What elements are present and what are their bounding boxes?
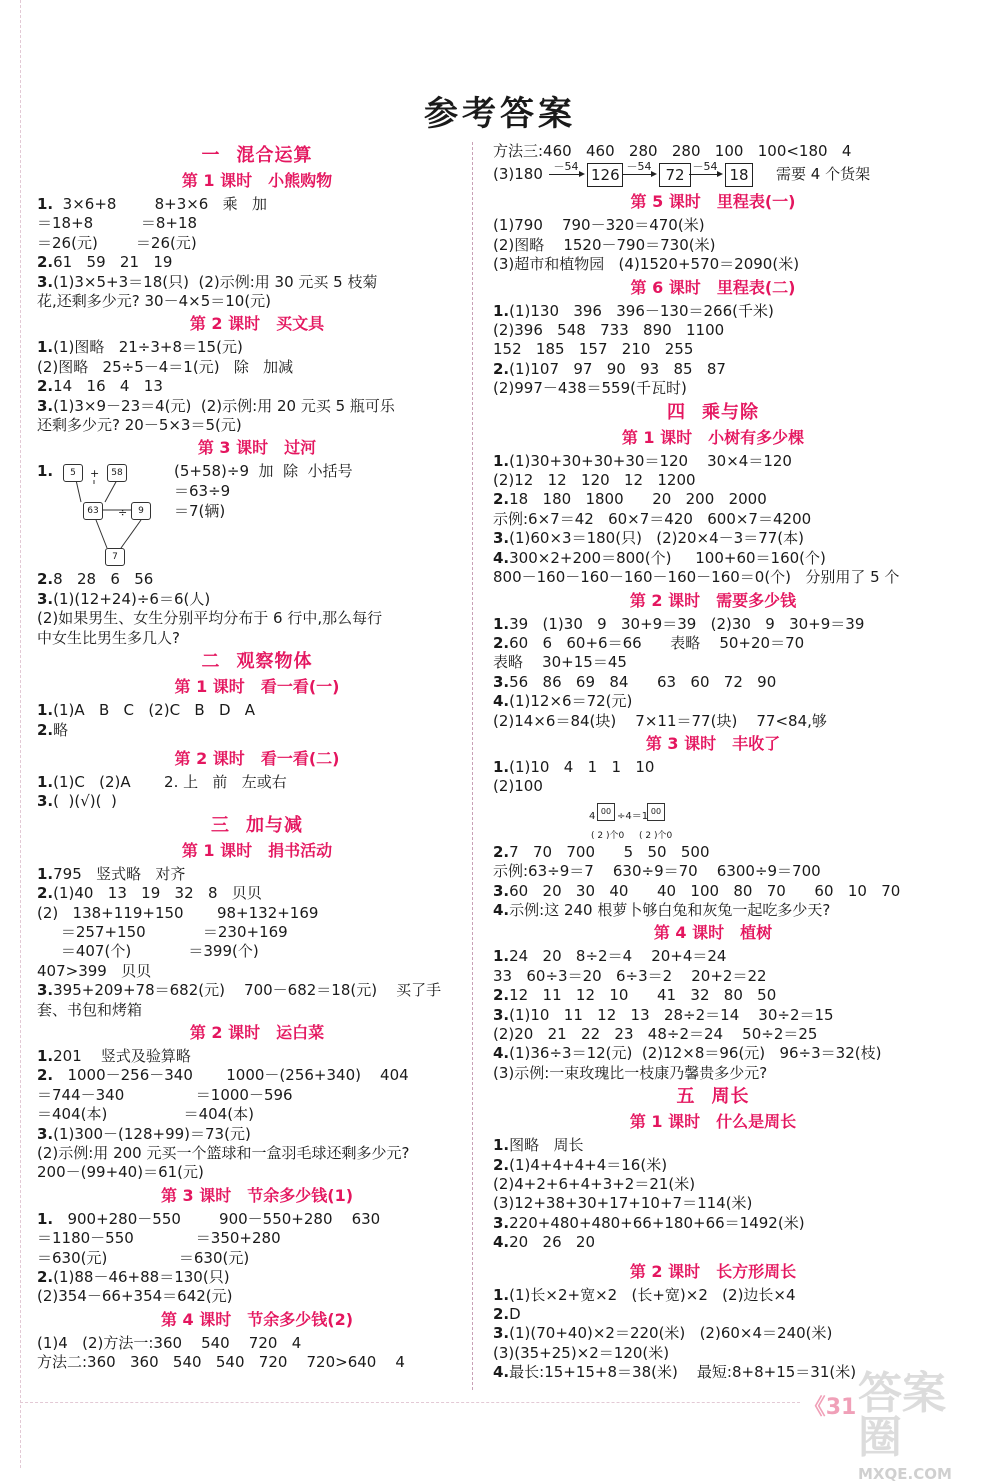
lesson-heading: 第 5 课时 里程表(一): [630, 192, 796, 212]
answer-line: [37, 273, 477, 292]
answer-line: [493, 862, 933, 881]
answer-line: [37, 609, 477, 628]
answer-text: 33 60÷3＝20 6÷3＝2 20+2＝22: [493, 966, 767, 985]
fig-box: 00: [597, 803, 615, 821]
question-number: 4.: [493, 1044, 510, 1063]
answer-text: (2)396 548 733 890 1100: [493, 321, 725, 340]
answer-line: [493, 360, 933, 379]
question-number: 1.: [493, 757, 510, 776]
question-number: 1.: [493, 1285, 510, 1304]
answer-line: [37, 1334, 477, 1353]
answer-text: (3)(35+25)×2＝120(米): [493, 1343, 670, 1362]
answer-text: 60 20 30 40 40 100 80 70 60 10 70: [509, 881, 901, 900]
answer-text: (2)4+2+6+4+3+2＝21(米): [493, 1175, 696, 1194]
answer-text: ＝18+8 ＝8+18: [37, 214, 198, 233]
answer-text: ＝257+150 ＝230+169: [37, 922, 288, 941]
lesson-heading: 第 2 课时 运白菜: [189, 1022, 325, 1042]
answer-line: [493, 882, 933, 901]
chain-box: 72: [659, 163, 691, 187]
answer-line: [493, 302, 933, 321]
answer-text: 14 16 4 13: [53, 377, 163, 396]
question-number: 1.: [37, 772, 54, 791]
answer-text: 300×2+200＝800(个) 100+60＝160(个): [509, 548, 826, 567]
plus-sign: +: [90, 467, 100, 481]
question-number: 1.: [493, 301, 510, 320]
answer-text: (2)997－438＝559(千瓦时): [493, 379, 687, 398]
question-number: 3.: [493, 1213, 510, 1232]
answer-line: [493, 634, 933, 653]
answer-line: [493, 843, 933, 862]
divide-sign: ÷: [118, 506, 128, 520]
answer-line: [493, 777, 933, 796]
answer-line: [37, 1287, 477, 1306]
answer-line: [37, 397, 477, 416]
answer-line: [493, 1006, 933, 1025]
lesson-heading: 第 4 课时 节余多少钱(2): [160, 1309, 354, 1329]
unit-heading-1: 一 混合运算: [201, 145, 313, 166]
lesson-heading: 第 1 课时 捐书活动: [181, 840, 333, 860]
answer-text: (1)(12+24)÷6＝6(人): [53, 589, 211, 608]
lesson-heading: 第 2 课时 需要多少钱: [629, 590, 797, 610]
answer-text: 3×6+8 8+3×6 乘 加: [53, 195, 267, 213]
lesson-heading: 第 2 课时 买文具: [189, 314, 325, 334]
answer-line: [493, 901, 933, 920]
expression: ＝7(辆): [174, 502, 226, 521]
answer-text: ＝744－340 ＝1000－596: [37, 1085, 293, 1104]
answer-text: (1)10 11 12 13 28÷2＝14 30÷2＝15: [509, 1005, 834, 1024]
unit-heading-4: 四 乘与除: [667, 401, 759, 423]
answer-text: 201 竖式及验算略: [53, 1046, 191, 1065]
answer-line: [37, 962, 477, 981]
lesson-heading: 第 1 课时 小树有多少棵: [621, 427, 805, 447]
answer-line: [37, 214, 477, 233]
question-number: 3.: [37, 1124, 54, 1143]
answer-line: [493, 653, 933, 672]
question-number: 2.: [37, 884, 54, 903]
answer-text: (1)88－46+88＝130(只): [53, 1268, 230, 1287]
answer-line: [493, 216, 933, 235]
question-number: 4.: [493, 900, 510, 919]
arrow-icon: －54: [549, 161, 583, 175]
answer-line: [37, 904, 477, 923]
question-number: 4.: [493, 548, 510, 567]
answer-line: [493, 1044, 933, 1063]
division-figure: [493, 797, 933, 843]
question-number: 3.: [37, 272, 54, 291]
answer-line: [37, 1086, 477, 1105]
answer-line: [493, 529, 933, 548]
answer-line: [493, 255, 933, 274]
answer-text: 方法三:460 460 280 280 100 100<180 4: [493, 142, 852, 160]
lesson-heading: 第 1 课时 看一看(一): [174, 677, 340, 697]
answer-list: [493, 452, 933, 588]
arrow-icon: －54: [689, 161, 721, 175]
unit-heading-5: 五 周长: [676, 1086, 750, 1108]
answer-line: [493, 1324, 933, 1343]
answer-line: [493, 692, 933, 711]
margin-rule: [20, 0, 21, 1468]
question-number: 2.: [493, 1305, 510, 1324]
question-number: 2.: [37, 720, 54, 739]
answer-text: (2)示例:用 200 元买一个篮球和一盒羽毛球还剩多少元?: [37, 1144, 410, 1162]
answer-line: [493, 1214, 933, 1233]
answer-text: (1)4+4+4+4＝16(米): [509, 1155, 668, 1174]
page-title: 参考答案: [424, 94, 576, 134]
answer-list: [493, 615, 933, 731]
question-number: 3.: [493, 881, 510, 900]
answer-text: 800－160－160－160－160－160＝0(个) 分别用了 5 个: [493, 568, 900, 587]
answer-text: (1)300－(128+99)＝73(元): [53, 1124, 251, 1143]
answer-line: [37, 590, 477, 609]
answer-text: (1)C (2)A 2. 上 前 左或右: [53, 772, 287, 791]
question-number: 3.: [37, 396, 54, 415]
answer-text: (2)12 12 120 12 1200: [493, 471, 696, 490]
answer-line: [37, 721, 477, 740]
tree-box: 58: [107, 464, 127, 482]
answer-line: [37, 1163, 477, 1182]
answer-text: 7 70 700 5 50 500: [509, 842, 710, 861]
tree-box: 63: [83, 502, 103, 520]
answer-text: ＝1180－550 ＝350+280: [37, 1229, 281, 1248]
answer-line: [37, 377, 477, 396]
left-column: [37, 142, 477, 1373]
answer-text: 60 6 60+6＝66 表略 50+20＝70: [509, 633, 805, 652]
question-number: 2.: [37, 1066, 54, 1085]
fig-box: 00: [647, 803, 665, 821]
expression: ＝63÷9: [174, 482, 231, 501]
answer-line: [37, 338, 477, 357]
arrow-icon: －54: [623, 161, 655, 175]
answer-text: (1)(70+40)×2＝220(米) (2)60×4＝240(米): [509, 1324, 833, 1343]
answer-list: [37, 1210, 477, 1307]
answer-list: [493, 142, 933, 161]
answer-text: (1)4 (2)方法一:360 540 720 4: [37, 1333, 302, 1352]
answer-line: [37, 773, 477, 792]
answer-list: [37, 865, 477, 1020]
answer-line: [37, 865, 477, 884]
answer-line: [37, 942, 477, 961]
answer-text: 示例:63÷9＝7 630÷9＝70 6300÷9＝700: [493, 862, 821, 881]
question-number: 2.: [493, 633, 510, 652]
answer-line: [493, 1136, 933, 1155]
lesson-heading: 第 6 课时 里程表(二): [630, 277, 796, 297]
question-number: 2.: [493, 490, 510, 509]
lesson-heading: 第 3 课时 丰收了: [645, 733, 781, 753]
question-number: 1.: [37, 338, 54, 357]
answer-line: [493, 615, 933, 634]
answer-list: [37, 570, 477, 648]
answer-line: [37, 1210, 477, 1229]
question-number: 2.: [493, 986, 510, 1005]
subtraction-chain-diagram: [493, 161, 933, 189]
answer-text: 12 11 12 10 41 32 80 50: [509, 986, 777, 1005]
answer-text: ＝407(个) ＝399(个): [37, 942, 259, 961]
answer-text: (2)图略 25÷5－4＝1(元) 除 加减: [37, 357, 294, 376]
answer-text: (1)A B C (2)C B D A: [53, 701, 256, 720]
fig-text: ( 2 )个0: [639, 830, 673, 841]
answer-line: [493, 340, 933, 359]
answer-text: 最长:15+15+8＝38(米) 最短:8+8+15＝31(米): [509, 1363, 857, 1382]
answer-line: [37, 923, 477, 942]
lesson-heading: 第 1 课时 什么是周长: [629, 1112, 797, 1132]
lesson-heading: 第 3 课时 节余多少钱(1): [160, 1185, 354, 1205]
answer-text: (2) 138+119+150 98+132+169: [37, 903, 319, 922]
answer-text: 还剩多少元? 20－5×3＝5(元): [37, 416, 242, 435]
tree-box: 5: [63, 464, 83, 482]
answer-text: (3)12+38+30+17+10+7＝114(米): [493, 1194, 753, 1213]
lesson-heading: 第 3 课时 过河: [197, 438, 317, 458]
answer-line: [37, 1249, 477, 1268]
answer-text: (1)12×6＝72(元): [509, 692, 633, 711]
answer-text: (1)长×2+宽×2 (长+宽)×2 (2)边长×4: [509, 1285, 796, 1304]
answer-text: (1)130 396 396－130＝266(千米): [509, 301, 774, 320]
answer-list: [37, 195, 477, 311]
question-number: 1.: [493, 451, 510, 470]
lesson-heading: 第 2 课时 看一看(二): [174, 748, 340, 768]
question-number: 4.: [493, 1233, 510, 1252]
answer-line: [37, 195, 477, 214]
answer-line: [37, 1066, 477, 1085]
answer-list: [493, 843, 933, 921]
answer-text: (3)示例:一束玫瑰比一枝康乃馨贵多少元?: [493, 1063, 768, 1082]
answer-text: (2)图略 1520－790＝730(米): [493, 235, 716, 254]
answer-text: (1)790 790－320＝470(米): [493, 216, 705, 235]
watermark-logo: 答案圈 MXQE.COM: [858, 1368, 952, 1483]
answer-text: 8 28 6 56: [53, 570, 154, 589]
answer-text: (2)20 21 22 23 48÷2＝24 50÷2＝25: [493, 1025, 818, 1043]
footer-rule: [20, 1402, 800, 1403]
answer-list: [37, 701, 477, 740]
lesson-heading: 第 4 课时 植树: [653, 923, 773, 943]
answer-line: [37, 629, 477, 648]
question-number: 4.: [493, 692, 510, 711]
question-number: 3.: [37, 792, 54, 811]
answer-line: [493, 758, 933, 777]
question-number: 3.: [493, 1324, 510, 1343]
answer-line: [37, 1001, 477, 1020]
answer-line: [493, 673, 933, 692]
answer-line: [493, 142, 933, 161]
answer-line: [37, 234, 477, 253]
answer-line: [493, 236, 933, 255]
right-column: [493, 142, 933, 1383]
answer-text: (2)354－66+354＝642(元): [37, 1287, 233, 1306]
answer-text: 18 180 1800 20 200 2000: [509, 490, 767, 509]
answer-text: ＝26(元) ＝26(元): [37, 233, 197, 252]
answer-line: [493, 1175, 933, 1194]
answer-text: (1)3×9－23＝4(元) (2)示例:用 20 元买 5 瓶可乐: [53, 396, 395, 415]
answer-text: 中女生比男生多几人?: [37, 628, 180, 647]
question-number: 1.: [37, 864, 54, 883]
answer-line: [37, 1268, 477, 1287]
question-number: 1.: [493, 1136, 510, 1155]
answer-text: (1)60×3＝180(只) (2)20×4－3＝77(本): [509, 529, 805, 548]
question-number: 2.: [37, 570, 54, 589]
question-number: 3.: [37, 981, 54, 1000]
question-number: 2.: [493, 359, 510, 378]
answer-text: D: [509, 1305, 521, 1324]
answer-text: 1000－256－340 1000－(256+340) 404: [53, 1066, 409, 1085]
chain-start: (3)180: [493, 165, 543, 184]
answer-list: [493, 1136, 933, 1252]
question-number: 3.: [493, 529, 510, 548]
answer-text: ＝630(元) ＝630(元): [37, 1248, 250, 1267]
answer-text: (2)如果男生、女生分别平均分布于 6 行中,那么每行: [37, 609, 383, 628]
question-number: 2.: [37, 253, 54, 272]
answer-line: [493, 967, 933, 986]
answer-line: [493, 471, 933, 490]
page-number: 《31: [803, 1395, 857, 1420]
column-divider: [472, 142, 473, 1390]
answer-text: ＝404(本) ＝404(本): [37, 1105, 254, 1124]
answer-text: 220+480+480+66+180+66＝1492(米): [509, 1213, 805, 1232]
answer-line: [37, 358, 477, 377]
question-number: 1.: [493, 947, 510, 966]
answer-line: [493, 321, 933, 340]
chain-box: 126: [587, 163, 623, 187]
answer-text: 56 86 69 84 63 60 72 90: [509, 672, 777, 691]
answer-line: [37, 701, 477, 720]
answer-text: 200－(99+40)＝61(元): [37, 1163, 204, 1182]
answer-line: [493, 510, 933, 529]
tree-box: 7: [105, 548, 125, 566]
question-number: 2.: [493, 1155, 510, 1174]
answer-text: (1)图略 21÷3+8＝15(元): [53, 338, 243, 357]
answer-list: [493, 216, 933, 274]
answer-text: 61 59 21 19: [53, 253, 173, 272]
question-number: 1.: [37, 195, 54, 213]
answer-line: [37, 416, 477, 435]
question-number: 3.: [493, 672, 510, 691]
answer-list: [493, 302, 933, 399]
lesson-heading: 第 2 课时 长方形周长: [629, 1261, 797, 1281]
answer-line: [493, 1064, 933, 1083]
unit-heading-2: 二 观察物体: [201, 651, 313, 673]
answer-line: [37, 1105, 477, 1124]
answer-line: [37, 1144, 477, 1163]
answer-text: (1)3×5+3＝18(只) (2)示例:用 30 元买 5 枝菊: [53, 272, 378, 291]
answer-line: [493, 568, 933, 587]
chain-box: 18: [725, 163, 753, 187]
answer-text: 花,还剩多少元? 30－4×5＝10(元): [37, 292, 272, 311]
fig-text: ( 2 )个0: [591, 830, 625, 841]
answer-text: (1)30+30+30+30＝120 30×4＝120: [509, 451, 792, 470]
question-number: 1.: [37, 1209, 54, 1228]
answer-text: 795 竖式略 对齐: [53, 864, 186, 883]
answer-list: [37, 338, 477, 435]
answer-line: [37, 1047, 477, 1066]
question-number: 1.: [37, 701, 54, 720]
answer-text: 图略 周长: [509, 1136, 584, 1155]
answer-line: [493, 452, 933, 471]
answer-line: [37, 1229, 477, 1248]
answer-line: [493, 379, 933, 398]
answer-line: [493, 549, 933, 568]
question-number: 1.: [493, 614, 510, 633]
answer-line: [493, 947, 933, 966]
answer-text: (3)超市和植物园 (4)1520+570＝2090(米): [493, 255, 800, 274]
answer-line: [493, 1344, 933, 1363]
answer-text: (1)36÷3＝12(元) (2)12×8＝96(元) 96÷3＝32(枝): [509, 1044, 882, 1063]
answer-text: 24 20 8÷2＝4 20+4＝24: [509, 947, 727, 966]
answer-text: 407>399 贝贝: [37, 961, 152, 980]
answer-line: [493, 1194, 933, 1213]
question-number: 1.: [37, 1046, 54, 1065]
answer-line: [37, 981, 477, 1000]
lesson-heading: 第 1 课时 小熊购物: [181, 171, 333, 190]
answer-line: [37, 1353, 477, 1372]
answer-text: (1)10 4 1 1 10: [509, 757, 655, 776]
answer-text: 示例:6×7＝42 60×7＝420 600×7＝4200: [493, 509, 812, 528]
answer-text: 略: [53, 720, 69, 739]
answer-line: [493, 986, 933, 1005]
answer-text: (2)100: [493, 777, 543, 796]
tree-box: 9: [131, 502, 151, 520]
answer-line: [37, 253, 477, 272]
answer-line: [37, 292, 477, 311]
question-number: 2.: [493, 842, 510, 861]
question-number: 3.: [37, 589, 54, 608]
answer-text: (1)107 97 90 93 85 87: [509, 359, 726, 378]
answer-text: 39 (1)30 9 30+9＝39 (2)30 9 30+9＝39: [509, 614, 865, 633]
answer-line: [493, 1233, 933, 1252]
answer-list: [493, 758, 933, 797]
answer-line: [493, 1156, 933, 1175]
answer-text: 152 185 157 210 255: [493, 340, 694, 359]
answer-text: (1)40 13 19 32 8 贝贝: [53, 884, 262, 903]
question-number: 2.: [37, 1268, 54, 1287]
answer-text: 900+280－550 900－550+280 630: [53, 1209, 381, 1228]
answer-list: [37, 773, 477, 812]
answer-line: [493, 1025, 933, 1044]
answer-line: [493, 1305, 933, 1324]
fig-text: 4: [589, 810, 596, 822]
answer-list: [37, 1047, 477, 1183]
answer-list: [493, 947, 933, 1083]
answer-line: [493, 1286, 933, 1305]
answer-text: 395+209+78＝682(元) 700－682＝18(元) 买了手: [53, 981, 442, 1000]
answer-text: 套、书包和烤箱: [37, 1000, 143, 1019]
unit-heading-3: 三 加与减: [211, 814, 303, 836]
answer-line: [493, 712, 933, 731]
answer-text: 示例:这 240 根萝卜够白兔和灰兔一起吃多少天?: [509, 900, 831, 919]
answer-line: [37, 570, 477, 589]
question-number: 1.: [37, 462, 54, 481]
answer-text: ( )(√)( ): [53, 792, 117, 811]
answer-text: 方法二:360 360 540 540 720 720>640 4: [37, 1353, 405, 1372]
answer-line: [493, 490, 933, 509]
operation-tree-diagram: [37, 462, 477, 570]
fig-text: ÷4＝1: [617, 810, 649, 822]
question-number: 4.: [493, 1363, 510, 1382]
question-number: 3.: [493, 1005, 510, 1024]
answer-text: (2)14×6＝84(块) 7×11＝77(块) 77<84,够: [493, 711, 827, 730]
chain-result: 需要 4 个货架: [776, 165, 871, 184]
question-number: 2.: [37, 377, 54, 396]
answer-line: [37, 792, 477, 811]
answer-list: [37, 1334, 477, 1373]
answer-line: [37, 884, 477, 903]
answer-text: 20 26 20: [509, 1233, 596, 1252]
expression: (5+58)÷9 加 除 小括号: [174, 462, 353, 481]
answer-text: 表略 30+15＝45: [493, 653, 627, 672]
answer-line: [37, 1125, 477, 1144]
